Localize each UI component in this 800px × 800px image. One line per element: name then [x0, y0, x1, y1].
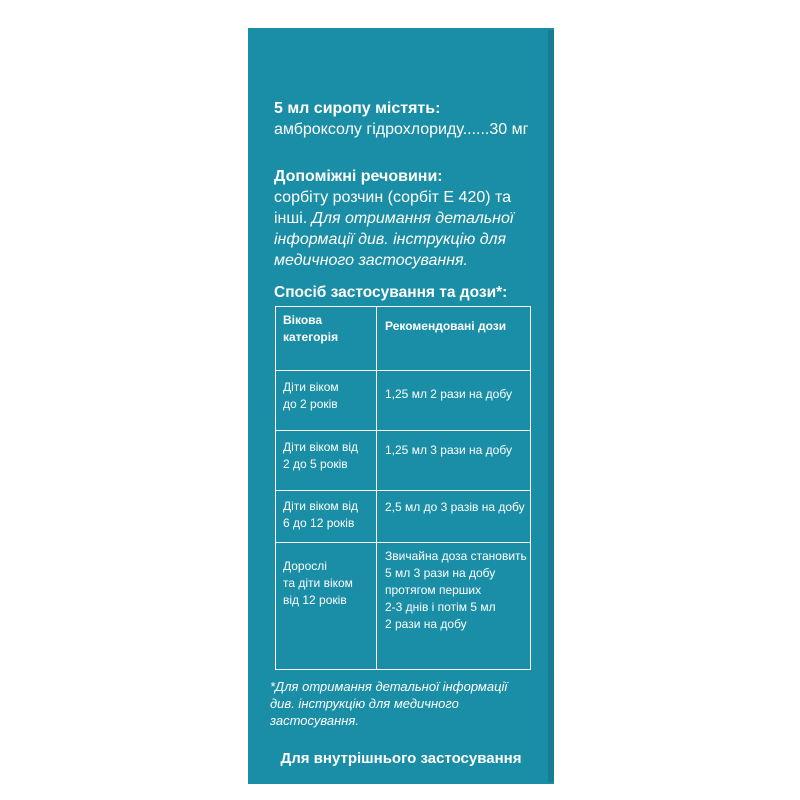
- header-age-line-2: категорія: [283, 330, 339, 344]
- row-4-dose-line-5: 2 рази на добу: [385, 617, 467, 631]
- table-border-left: [275, 306, 276, 670]
- row-1-age-line-2: до 2 років: [283, 397, 338, 411]
- excipients-line-3: інформації див. інструкцію для: [274, 231, 507, 248]
- composition-section: [274, 98, 544, 140]
- row-2-dose-line-1: 1,25 мл 3 рази на добу: [385, 443, 512, 457]
- table-row-divider: [275, 370, 531, 371]
- row-4-age-line-2: та діти віком: [283, 576, 353, 590]
- table-border-right: [530, 306, 531, 670]
- row-2-age-line-1: Діти віком від: [283, 440, 359, 454]
- row-1-dose-line-1: 1,25 мл 2 рази на добу: [385, 387, 512, 401]
- row-3-dose-line-1: 2,5 мл до 3 разів на добу: [385, 500, 525, 514]
- excipients-line-2-normal: інші.: [274, 210, 312, 227]
- row-4-dose: [385, 548, 527, 633]
- table-border-middle: [376, 306, 377, 670]
- dosing-table: [275, 306, 531, 670]
- row-4-dose-line-3: протягом перших: [385, 583, 482, 597]
- row-4-dose-line-1: Звичайна доза становить: [385, 549, 527, 563]
- package-panel: [248, 28, 554, 784]
- row-1-dose: [385, 386, 512, 403]
- footnote-line-1: *Для отримання детальної інформації: [270, 679, 508, 694]
- row-2-dose: [385, 442, 512, 459]
- composition-line: амброксолу гідрохлориду......30 мг: [274, 121, 529, 138]
- excipients-heading: Допоміжні речовини:: [274, 168, 443, 185]
- header-age-line-1: Вікова: [283, 313, 323, 327]
- table-border-bottom: [275, 669, 531, 670]
- header-age: [283, 312, 338, 346]
- table-border-top: [275, 306, 531, 307]
- row-4-age-line-3: від 12 років: [283, 593, 347, 607]
- header-dose: [385, 318, 506, 335]
- row-1-age: [283, 379, 339, 413]
- table-row-divider: [275, 490, 531, 491]
- row-3-age: [283, 498, 358, 532]
- footnote-line-3: застосування.: [270, 713, 359, 728]
- table-row-divider: [275, 430, 531, 431]
- row-3-age-line-1: Діти віком від: [283, 499, 359, 513]
- row-2-age: [283, 439, 358, 473]
- row-3-dose: [385, 499, 525, 516]
- row-4-dose-line-4: 2-3 днів і потім 5 мл: [385, 600, 496, 614]
- excipients-line-2: [274, 208, 544, 229]
- row-2-age-line-2: 2 до 5 років: [283, 457, 348, 471]
- table-row-divider: [275, 542, 531, 543]
- row-4-age: [283, 558, 353, 609]
- excipients-line-1: сорбіту розчин (сорбіт Е 420) та: [274, 189, 512, 206]
- row-1-age-line-1: Діти віком: [283, 380, 339, 394]
- row-3-age-line-2: 6 до 12 років: [283, 516, 355, 530]
- composition-heading: 5 мл сиропу містять:: [274, 100, 441, 117]
- dosing-title: Спосіб застосування та дози*:: [274, 284, 508, 301]
- header-dose-text: Рекомендовані дози: [385, 319, 507, 333]
- row-4-age-line-1: Дорослі: [283, 559, 327, 573]
- footnote: [270, 678, 550, 729]
- usage-note: Для внутрішнього застосування: [280, 750, 522, 767]
- footnote-line-2: див. інструкцію для медичного: [270, 696, 459, 711]
- panel-edge-shadow: [548, 30, 554, 782]
- row-4-dose-line-2: 5 мл 3 рази на добу: [385, 566, 496, 580]
- excipients-line-2-italic: Для отримання детальної: [311, 210, 514, 227]
- excipients-line-4: медичного застосування.: [274, 252, 468, 269]
- excipients-section: [274, 166, 544, 271]
